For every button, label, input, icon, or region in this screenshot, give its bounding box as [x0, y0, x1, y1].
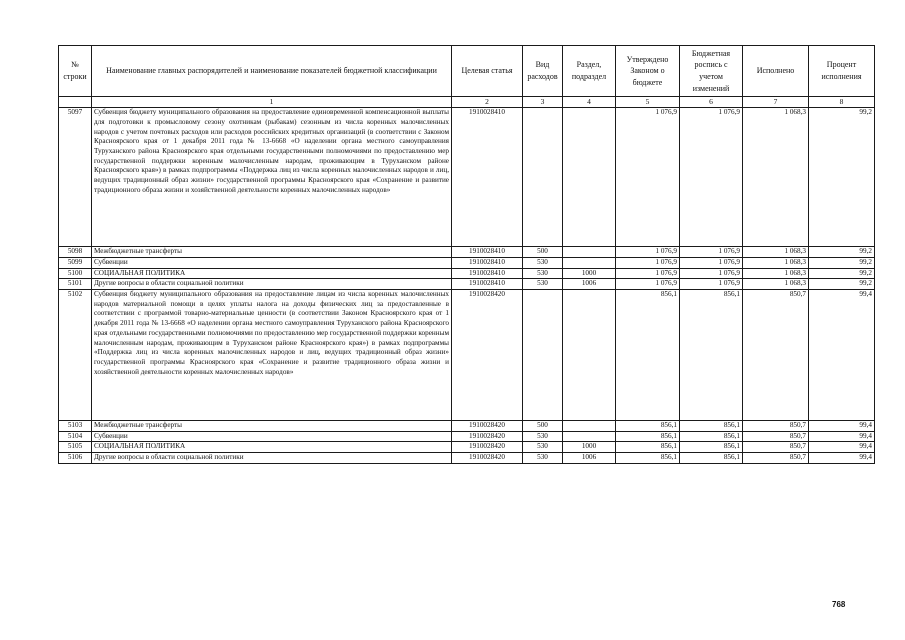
row-approved: 1 076,9 — [616, 257, 680, 268]
row-percent: 99,4 — [809, 442, 875, 453]
row-number: 5103 — [59, 421, 92, 432]
row-vid: 500 — [523, 421, 563, 432]
row-budget: 856,1 — [680, 431, 743, 442]
row-vid: 530 — [523, 279, 563, 290]
table-row — [59, 431, 875, 442]
column-number: 3 — [523, 97, 563, 108]
row-name: СОЦИАЛЬНАЯ ПОЛИТИКА — [92, 442, 452, 453]
row-razdel: 1000 — [563, 442, 616, 453]
row-target: 1910028410 — [452, 247, 523, 258]
row-vid: 530 — [523, 257, 563, 268]
row-executed: 850,7 — [743, 453, 809, 464]
row-razdel — [563, 431, 616, 442]
row-vid — [523, 108, 563, 247]
table-row — [59, 442, 875, 453]
header-percent: Процент исполнения — [809, 46, 875, 97]
row-executed: 850,7 — [743, 290, 809, 421]
row-name: СОЦИАЛЬНАЯ ПОЛИТИКА — [92, 268, 452, 279]
row-name: Другие вопросы в области социальной политики — [92, 279, 452, 290]
column-number: 2 — [452, 97, 523, 108]
row-vid: 500 — [523, 247, 563, 258]
row-name: Другие вопросы в области социальной политики — [92, 453, 452, 464]
row-razdel — [563, 108, 616, 247]
row-budget: 1 076,9 — [680, 257, 743, 268]
row-percent: 99,2 — [809, 108, 875, 247]
budget-table — [58, 45, 875, 464]
row-approved: 856,1 — [616, 421, 680, 432]
row-number: 5106 — [59, 453, 92, 464]
row-percent: 99,4 — [809, 290, 875, 421]
row-target: 1910028420 — [452, 453, 523, 464]
row-executed: 850,7 — [743, 442, 809, 453]
row-percent: 99,4 — [809, 431, 875, 442]
column-number: 4 — [563, 97, 616, 108]
row-percent: 99,2 — [809, 268, 875, 279]
row-target: 1910028410 — [452, 108, 523, 247]
row-target: 1910028410 — [452, 268, 523, 279]
table-row — [59, 453, 875, 464]
row-budget: 856,1 — [680, 290, 743, 421]
row-target: 1910028420 — [452, 290, 523, 421]
row-target: 1910028410 — [452, 279, 523, 290]
row-name: Межбюджетные трансферты — [92, 421, 452, 432]
row-executed: 1 068,3 — [743, 247, 809, 258]
row-budget: 1 076,9 — [680, 268, 743, 279]
row-target: 1910028420 — [452, 431, 523, 442]
row-razdel — [563, 247, 616, 258]
row-percent: 99,2 — [809, 247, 875, 258]
row-vid: 530 — [523, 268, 563, 279]
row-executed: 850,7 — [743, 431, 809, 442]
column-number: 7 — [743, 97, 809, 108]
row-budget: 856,1 — [680, 421, 743, 432]
row-approved: 856,1 — [616, 431, 680, 442]
header-row — [59, 46, 875, 97]
table-row — [59, 279, 875, 290]
row-budget: 1 076,9 — [680, 279, 743, 290]
row-razdel — [563, 257, 616, 268]
row-executed: 1 068,3 — [743, 108, 809, 247]
header-target: Целевая статья — [452, 46, 523, 97]
table-row — [59, 421, 875, 432]
row-name: Субвенции — [92, 431, 452, 442]
row-budget: 856,1 — [680, 442, 743, 453]
header-vid: Вид расходов — [523, 46, 563, 97]
row-number: 5099 — [59, 257, 92, 268]
row-name: Субвенция бюджету муниципального образования на предоставление единовременной компенсационной выплаты для подготовки к промысловому сезону охотникам (рыбакам) сезонным из числа коренных малочисленных народов с учетом почтовых расходов или расходов российских кредитных организаций (в соответствии с Законом Красноярского края от 1 декабря 2011 года № 13-6668 «О наделении органа местного самоуправления Туруханского района Красноярского края отдельными государственными полномочиями по предоставлению мер государственной поддержки коренным малочисленным народам, проживающим в Туруханском районе Красноярского края») в рамках подпрограммы «Поддержка лиц из числа коренных малочисленных народов и лиц, ведущих традиционный образ жизни» государственной программы Красноярского края «Сохранение и развитие традиционного образа жизни и хозяйственной деятельности коренных малочисленных народов» — [92, 108, 452, 247]
column-number-blank — [59, 97, 92, 108]
row-number: 5101 — [59, 279, 92, 290]
row-name: Субвенция бюджету муниципального образования на предоставление лицам из числа коренных малочисленных народов материальной помощи в целях уплаты налога на доходы физических лиц за предоставленные в соответствии с программой товарно-материальные ценности (в соответствии Законом Красноярского края от 1 декабря 2011 года № 13-6668 «О наделении органа местного самоуправления Туруханского района Красноярского края отдельными государственными полномочиями по предоставлению мер государственной поддержки коренным малочисленным народам, проживающим в Туруханском районе Красноярского края») в рамках подпрограммы «Поддержка лиц из числа коренных малочисленных народов и лиц, ведущих традиционный образ жизни» государственной программы Красноярского края «Сохранение и развитие традиционного образа жизни и хозяйственной деятельности коренных малочисленных народов» — [92, 290, 452, 421]
row-budget: 1 076,9 — [680, 247, 743, 258]
column-number: 6 — [680, 97, 743, 108]
row-percent: 99,4 — [809, 453, 875, 464]
row-target: 1910028420 — [452, 442, 523, 453]
page-number: 768 — [832, 600, 846, 609]
row-vid: 530 — [523, 431, 563, 442]
row-executed: 1 068,3 — [743, 279, 809, 290]
row-executed: 1 068,3 — [743, 268, 809, 279]
row-number: 5098 — [59, 247, 92, 258]
row-name: Субвенции — [92, 257, 452, 268]
header-approved: Утверждено Законом о бюджете — [616, 46, 680, 97]
row-vid: 530 — [523, 442, 563, 453]
row-razdel — [563, 421, 616, 432]
row-approved: 856,1 — [616, 453, 680, 464]
row-percent: 99,4 — [809, 421, 875, 432]
row-percent: 99,2 — [809, 257, 875, 268]
row-number: 5100 — [59, 268, 92, 279]
header-row-no: № строки — [59, 46, 92, 97]
row-target: 1910028410 — [452, 257, 523, 268]
table-row — [59, 257, 875, 268]
row-razdel: 1000 — [563, 268, 616, 279]
table-row — [59, 108, 875, 247]
row-number: 5104 — [59, 431, 92, 442]
row-number: 5097 — [59, 108, 92, 247]
row-approved: 1 076,9 — [616, 247, 680, 258]
row-vid — [523, 290, 563, 421]
row-approved: 1 076,9 — [616, 268, 680, 279]
column-number: 5 — [616, 97, 680, 108]
row-percent: 99,2 — [809, 279, 875, 290]
header-name: Наименование главных распорядителей и наименование показателей бюджетной классификации — [92, 46, 452, 97]
row-approved: 1 076,9 — [616, 279, 680, 290]
row-name: Межбюджетные трансферты — [92, 247, 452, 258]
row-razdel: 1006 — [563, 453, 616, 464]
column-number-row — [59, 97, 875, 108]
column-number: 8 — [809, 97, 875, 108]
row-number: 5102 — [59, 290, 92, 421]
header-budget-list: Бюджетная роспись с учетом изменений — [680, 46, 743, 97]
row-executed: 1 068,3 — [743, 257, 809, 268]
row-razdel — [563, 290, 616, 421]
row-approved: 1 076,9 — [616, 108, 680, 247]
row-executed: 850,7 — [743, 421, 809, 432]
row-target: 1910028420 — [452, 421, 523, 432]
table-row — [59, 268, 875, 279]
table-row — [59, 290, 875, 421]
row-approved: 856,1 — [616, 290, 680, 421]
row-budget: 1 076,9 — [680, 108, 743, 247]
header-razdel: Раздел, подраздел — [563, 46, 616, 97]
column-number: 1 — [92, 97, 452, 108]
row-vid: 530 — [523, 453, 563, 464]
row-budget: 856,1 — [680, 453, 743, 464]
table-row — [59, 247, 875, 258]
header-executed: Исполнено — [743, 46, 809, 97]
row-approved: 856,1 — [616, 442, 680, 453]
row-number: 5105 — [59, 442, 92, 453]
row-razdel: 1006 — [563, 279, 616, 290]
